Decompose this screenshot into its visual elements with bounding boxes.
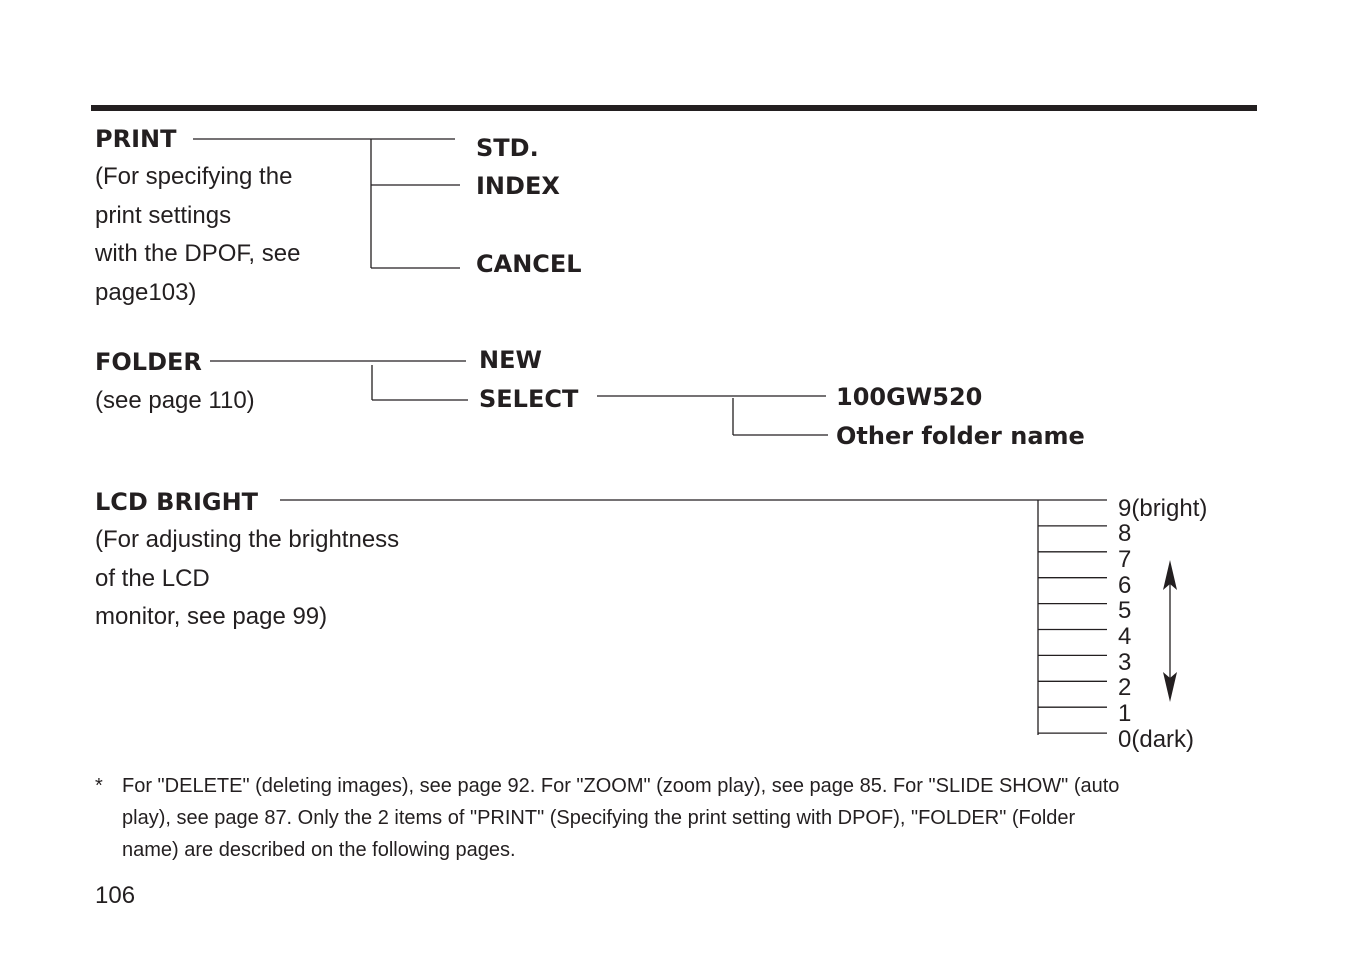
level-3: 3 xyxy=(1118,649,1132,676)
page-number: 106 xyxy=(95,882,136,909)
print-description-2: print settings xyxy=(95,202,232,229)
level-6: 6 xyxy=(1118,572,1132,599)
print-option-cancel: CANCEL xyxy=(476,250,582,278)
folder-option-new: NEW xyxy=(479,346,542,374)
lcd-description-3: monitor, see page 99) xyxy=(95,603,328,630)
level-4: 4 xyxy=(1118,623,1132,650)
footnote-line-1: For "DELETE" (deleting images), see page 92. For "ZOOM" (zoom play), see page 85. For "SLIDE SHOW" (auto xyxy=(122,775,1120,797)
footnote-marker: * xyxy=(95,775,103,797)
lcd-description-2: of the LCD xyxy=(95,565,210,592)
print-title: PRINT xyxy=(95,125,177,153)
lcd-bright-title: LCD BRIGHT xyxy=(95,488,259,516)
footnote-line-2: play), see page 87. Only the 2 items of "PRINT" (Specifying the print setting with DPOF), "FOLDER" (Folder xyxy=(122,807,1076,829)
level-7: 7 xyxy=(1118,546,1132,573)
level-2: 2 xyxy=(1118,674,1132,701)
footnote-line-3: name) are described on the following pages. xyxy=(122,839,516,861)
level-1: 1 xyxy=(1118,700,1132,727)
folder-option-select: SELECT xyxy=(479,385,579,413)
print-option-index: INDEX xyxy=(476,172,560,200)
level-8: 8 xyxy=(1118,520,1132,547)
select-option-other-folder: Other folder name xyxy=(836,422,1085,450)
folder-title: FOLDER xyxy=(95,348,202,376)
select-option-100gw520: 100GW520 xyxy=(836,383,983,411)
level-5: 5 xyxy=(1118,597,1132,624)
print-description-3: with the DPOF, see xyxy=(95,240,301,267)
print-description-4: page103) xyxy=(95,279,197,306)
folder-description: (see page 110) xyxy=(95,387,255,414)
level-9: 9(bright) xyxy=(1118,495,1208,522)
level-0: 0(dark) xyxy=(1118,726,1195,753)
lcd-description-1: (For adjusting the brightness xyxy=(95,526,400,553)
print-option-std: STD. xyxy=(476,134,539,162)
print-description-1: (For specifying the xyxy=(95,163,293,190)
